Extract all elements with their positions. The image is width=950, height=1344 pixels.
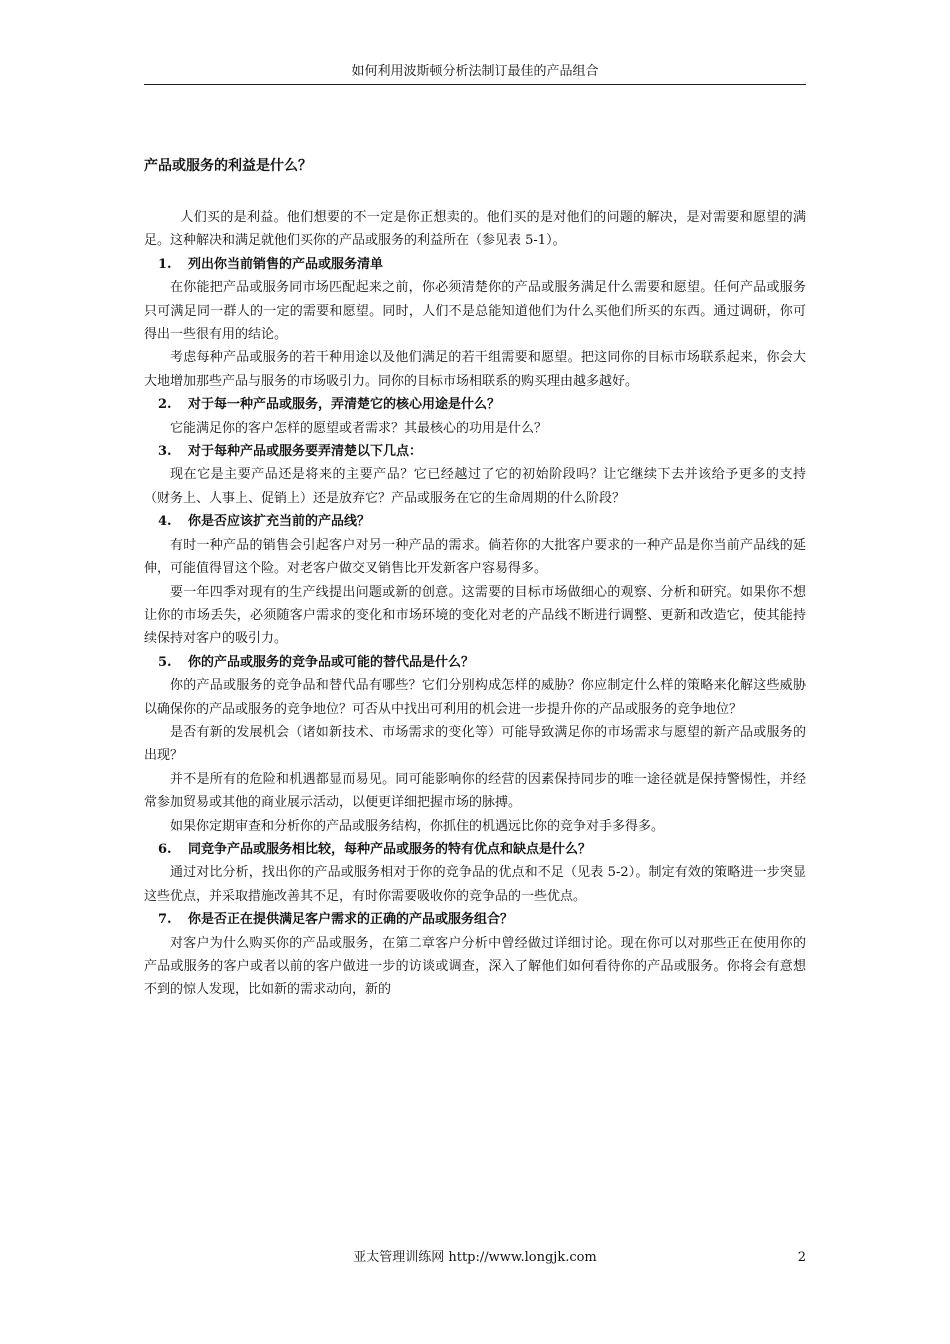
- paragraph: 考虑每种产品或服务的若干种用途以及他们满足的若干组需要和愿望。把这同你的目标市场联系起来，你会大大地增加那些产品与服务的市场吸引力。同你的目标市场相联系的购买理由越多越好。: [144, 350, 806, 389]
- paragraph: 它能满足你的客户怎样的愿望或者需求？其最核心的功用是什么？: [170, 420, 548, 436]
- footer-site: 亚太管理训练网 http://www.longjk.com: [353, 1250, 597, 1265]
- item-heading: [144, 838, 806, 861]
- item-title: 你是否应该扩充当前的产品线？: [188, 514, 371, 530]
- item-4: [144, 510, 806, 650]
- item-number: 1.: [158, 256, 172, 272]
- intro-paragraph: 人们买的是利益。他们想要的不一定是你正想卖的。他们买的是对他们的问题的解决，是对需要和愿望的满足。这种解决和满足就他们买你的产品或服务的利益所在（参见表 5-1）。: [144, 210, 806, 249]
- item-7: [144, 908, 806, 1002]
- item-number: 4.: [158, 514, 172, 530]
- item-number: 3.: [158, 444, 172, 460]
- item-heading: [144, 393, 806, 416]
- item-6: [144, 838, 806, 908]
- paragraph: 现在它是主要产品还是将来的主要产品？它已经越过了它的初始阶段吗？让它继续下去并该给予更多的支持（财务上、人事上、促销上）还是放弃它？产品或服务在它的生命周期的什么阶段？: [144, 467, 806, 506]
- header-title: 如何利用波斯顿分析法制订最佳的产品组合: [351, 64, 599, 79]
- item-heading: [144, 510, 806, 533]
- item-heading: [144, 651, 806, 674]
- item-heading: [144, 908, 806, 931]
- paragraph: 要一年四季对现有的生产线提出问题或新的创意。这需要的目标市场做细心的观察、分析和研究。如果你不想让你的市场丢失，必须随客户需求的变化和市场环境的变化对老的产品线不断进行调整、更新和改造它，使其能持续保持对客户的吸引力。: [144, 584, 806, 647]
- item-number: 5.: [158, 654, 172, 670]
- paragraph: 有时一种产品的销售会引起客户对另一种产品的需求。倘若你的大批客户要求的一种产品是你当前产品线的延伸，可能值得冒这个险。对老客户做交叉销售比开发新客户容易得多。: [144, 537, 806, 577]
- paragraph: 如果你定期审查和分析你的产品或服务结构，你抓住的机遇远比你的竞争对手多得多。: [170, 818, 665, 834]
- item-5: [144, 651, 806, 838]
- paragraph: 对客户为什么购买你的产品或服务，在第二章客户分析中曾经做过详细讨论。现在你可以对那些正在使用你的产品或服务的客户或者以前的客户做进一步的访谈或调查，深入了解他们如何看待你的产品或服务。你将会有意想不到的惊人发现，比如新的需求动向，新的: [144, 935, 806, 998]
- document-body: [144, 156, 806, 1002]
- item-number: 6.: [158, 841, 172, 857]
- item-title: 对于每种产品或服务要弄清楚以下几点：: [188, 444, 423, 460]
- item-title: 你是否正在提供满足客户需求的正确的产品或服务组合？: [188, 912, 514, 928]
- page-header: [144, 62, 806, 85]
- item-2: [144, 393, 806, 440]
- paragraph: 你的产品或服务的竞争品和替代品有哪些？它们分别构成怎样的威胁？你应制定什么样的策略来化解这些威胁以确保你的产品或服务的竞争地位？可否从中找出可利用的机会进一步提升你的产品或服务的竞争地位？: [144, 678, 806, 717]
- item-heading: [144, 440, 806, 463]
- paragraph: 是否有新的发展机会（诸如新技术、市场需求的变化等）可能导致满足你的市场需求与愿望的新产品或服务的出现？: [144, 724, 806, 764]
- item-1: [144, 253, 806, 393]
- paragraph: 在你能把产品或服务同市场匹配起来之前，你必须清楚你的产品或服务满足什么需要和愿望。任何产品或服务只可满足同一群人的一定的需要和愿望。同时，人们不是总能知道他们为什么买他们所买的东西。通过调研，你可得出一些很有用的结论。: [144, 280, 806, 343]
- item-3: [144, 440, 806, 510]
- item-title: 对于每一种产品或服务，弄清楚它的核心用途是什么？: [188, 397, 501, 413]
- item-number: 2.: [158, 397, 172, 413]
- paragraph: 并不是所有的危险和机遇都显而易见。同可能影响你的经营的因素保持同步的唯一途径就是保持警惕性，并经常参加贸易或其他的商业展示活动，以便更详细把握市场的脉搏。: [144, 771, 806, 811]
- item-title: 同竞争产品或服务相比较，每种产品或服务的特有优点和缺点是什么？: [188, 841, 592, 857]
- paragraph: 通过对比分析，找出你的产品或服务相对于你的竞争品的优点和不足（见表 5-2）。制定有效的策略进一步突显这些优点，并采取措施改善其不足，有时你需要吸收你的竞争品的一些优点。: [144, 865, 806, 904]
- item-title: 你的产品或服务的竞争品或可能的替代品是什么？: [188, 654, 475, 670]
- section-title: 产品或服务的利益是什么？: [144, 158, 312, 174]
- item-heading: [144, 253, 806, 276]
- page-number: 2: [797, 1250, 806, 1265]
- item-number: 7.: [158, 912, 172, 928]
- item-title: 列出你当前销售的产品或服务清单: [188, 256, 384, 272]
